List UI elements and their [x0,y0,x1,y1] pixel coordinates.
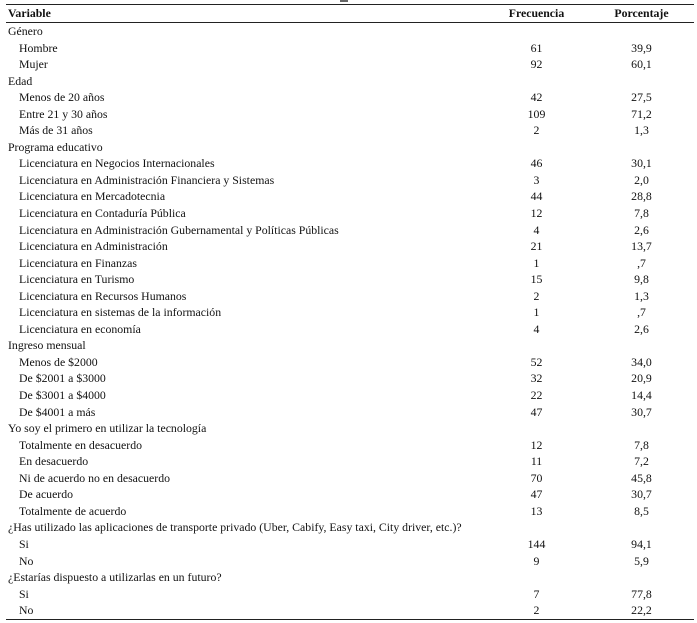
porcentaje-cell: 1,3 [634,123,649,138]
header-porcentaje: Porcentaje [589,5,694,23]
porcentaje-cell: 60,1 [631,57,652,72]
header-frecuencia: Frecuencia [484,5,589,23]
porcentaje-cell: 30,1 [631,156,652,171]
variable-label: Entre 21 y 30 años [19,106,108,121]
frecuencia-cell: 1 [533,255,540,270]
category-label: Ingreso mensual [8,338,86,353]
porcentaje-cell [589,23,694,40]
variable-label: No [6,602,484,619]
table-row [6,271,694,288]
porcentaje-cell: 14,4 [631,388,652,403]
variable-label: Hombre [19,40,58,55]
table-row [6,470,694,487]
table-row [6,453,694,470]
frecuencia-cell [484,139,589,156]
frecuencia-cell: 144 [527,536,546,551]
frecuencia-cell [484,420,589,437]
category-row [6,569,694,586]
table-row [6,122,694,139]
variable-label: Ni de acuerdo no en desacuerdo [19,470,170,485]
porcentaje-cell: ,7 [637,305,646,320]
porcentaje-cell [589,519,694,536]
frecuencia-cell: 2 [533,288,540,303]
variable-label: De $4001 a más [19,404,96,419]
frecuencia-cell: 12 [530,437,543,452]
variable-label: Más de 31 años [19,123,93,138]
table-row [6,354,694,371]
frecuencia-cell [484,337,589,354]
frecuencia-cell [484,73,589,90]
variable-label: Licenciatura en sistemas de la información [19,305,222,320]
porcentaje-cell: 34,0 [631,354,652,369]
porcentaje-cell: ,7 [637,255,646,270]
frecuencia-cell: 22 [530,388,543,403]
frecuencia-cell: 47 [530,404,543,419]
category-row [6,73,694,90]
table-row [6,321,694,338]
porcentaje-cell: 5,9 [634,553,649,568]
category-row [6,139,694,156]
variable-label: En desacuerdo [19,454,89,469]
variable-label: Licenciatura en Negocios Internacionales [19,156,215,171]
page-top-mark [340,0,348,2]
variable-label: Menos de $2000 [19,354,98,369]
frecuencia-cell: 32 [530,371,543,386]
category-label: Yo soy el primero en utilizar la tecnología [8,421,207,436]
category-label: ¿Has utilizado las aplicaciones de transporte privado (Uber, Cabify, Easy taxi, City driver, etc.)? [8,520,462,535]
frecuencia-cell: 12 [530,206,543,221]
category-row [6,337,694,354]
table-row [6,304,694,321]
variable-label: Licenciatura en Administración Financiera y Sistemas [19,172,275,187]
frecuencia-cell: 4 [533,321,540,336]
variable-label: De $2001 a $3000 [19,371,106,386]
table-row [6,586,694,603]
porcentaje-cell [589,73,694,90]
frecuencia-cell: 47 [530,487,543,502]
table-row [6,89,694,106]
frecuencia-cell: 61 [530,40,543,55]
frecuencia-cell: 3 [533,172,540,187]
porcentaje-cell: 28,8 [631,189,652,204]
porcentaje-cell: 20,9 [631,371,652,386]
frecuencia-cell: 4 [533,222,540,237]
variable-label: Licenciatura en Mercadotecnia [19,189,166,204]
variable-label: De $3001 a $4000 [19,388,106,403]
table-row [6,56,694,73]
porcentaje-cell [589,420,694,437]
header-variable: Variable [6,5,484,23]
table-row [6,205,694,222]
variable-label: Licenciatura en Administración Gubernamental y Políticas Públicas [19,222,339,237]
frecuencia-cell: 1 [533,305,540,320]
table-row [6,222,694,239]
porcentaje-cell: 7,2 [634,454,649,469]
porcentaje-cell: 8,5 [634,503,649,518]
porcentaje-cell: 71,2 [631,106,652,121]
category-row [6,23,694,40]
table-row [6,387,694,404]
table-row [6,40,694,57]
porcentaje-cell: 27,5 [631,90,652,105]
porcentaje-cell: 77,8 [631,586,652,601]
variable-label: Licenciatura en Turismo [19,272,135,287]
table-row [6,437,694,454]
table-row [6,486,694,503]
frecuencia-cell: 21 [530,239,543,254]
porcentaje-cell [589,337,694,354]
frecuencia-cell: 2 [533,123,540,138]
variable-label: Si [19,536,29,551]
table-row [6,536,694,553]
frecuencia-cell: 42 [530,90,543,105]
porcentaje-cell: 1,3 [634,288,649,303]
porcentaje-cell: 7,8 [634,437,649,452]
variable-label: Totalmente de acuerdo [19,503,127,518]
frecuencia-cell: 13 [530,503,543,518]
porcentaje-cell: 2,0 [634,172,649,187]
frecuencia-cell: 92 [530,57,543,72]
frecuencia-cell [484,569,589,586]
variable-label: Menos de 20 años [19,90,105,105]
porcentaje-cell [589,139,694,156]
frecuencia-cell: 44 [530,189,543,204]
frecuencia-cell: 70 [530,470,543,485]
frecuencia-cell [484,519,589,536]
frecuencia-cell: 15 [530,272,543,287]
variable-label: Mujer [19,57,48,72]
porcentaje-cell: 22,2 [589,602,694,619]
variable-label: Licenciatura en Finanzas [19,255,137,270]
variable-label: Licenciatura en Recursos Humanos [19,288,187,303]
porcentaje-cell: 30,7 [631,487,652,502]
variable-label: Licenciatura en Contaduría Pública [19,206,186,221]
table-body [6,23,694,620]
variable-label: Totalmente en desacuerdo [19,437,142,452]
table-row [6,238,694,255]
frecuencia-cell: 2 [484,602,589,619]
table-row [6,155,694,172]
porcentaje-cell: 13,7 [631,239,652,254]
frecuencia-cell: 11 [530,454,543,469]
porcentaje-cell: 94,1 [631,536,652,551]
frecuencia-cell: 109 [527,106,546,121]
table-row [6,370,694,387]
variable-label: No [19,553,34,568]
table-row [6,106,694,123]
table-row [6,255,694,272]
table-row [6,503,694,520]
category-label: ¿Estarías dispuesto a utilizarlas en un futuro? [8,570,222,585]
category-row [6,519,694,536]
table-row [6,288,694,305]
porcentaje-cell: 2,6 [634,321,649,336]
header-row [6,5,694,23]
porcentaje-cell: 45,8 [631,470,652,485]
porcentaje-cell: 2,6 [634,222,649,237]
frecuencia-cell: 46 [530,156,543,171]
frequency-table [6,4,694,620]
frecuencia-cell: 7 [533,586,540,601]
variable-label: Si [19,586,29,601]
porcentaje-cell [589,569,694,586]
table-row [6,404,694,421]
porcentaje-cell: 39,9 [631,40,652,55]
category-label: Edad [8,73,33,88]
table-row [6,188,694,205]
category-row [6,420,694,437]
variable-label: Licenciatura en economía [19,321,141,336]
porcentaje-cell: 9,8 [634,272,649,287]
variable-label: De acuerdo [19,487,74,502]
category-label: Género [8,24,43,38]
frecuencia-cell: 9 [533,553,540,568]
table-row [6,172,694,189]
porcentaje-cell: 30,7 [631,404,652,419]
variable-label: Licenciatura en Administración [19,239,168,254]
table-row [6,602,694,619]
category-label: Programa educativo [8,139,103,154]
frecuencia-cell: 52 [530,354,543,369]
porcentaje-cell: 7,8 [634,206,649,221]
frecuencia-cell [484,23,589,40]
table-row [6,553,694,570]
